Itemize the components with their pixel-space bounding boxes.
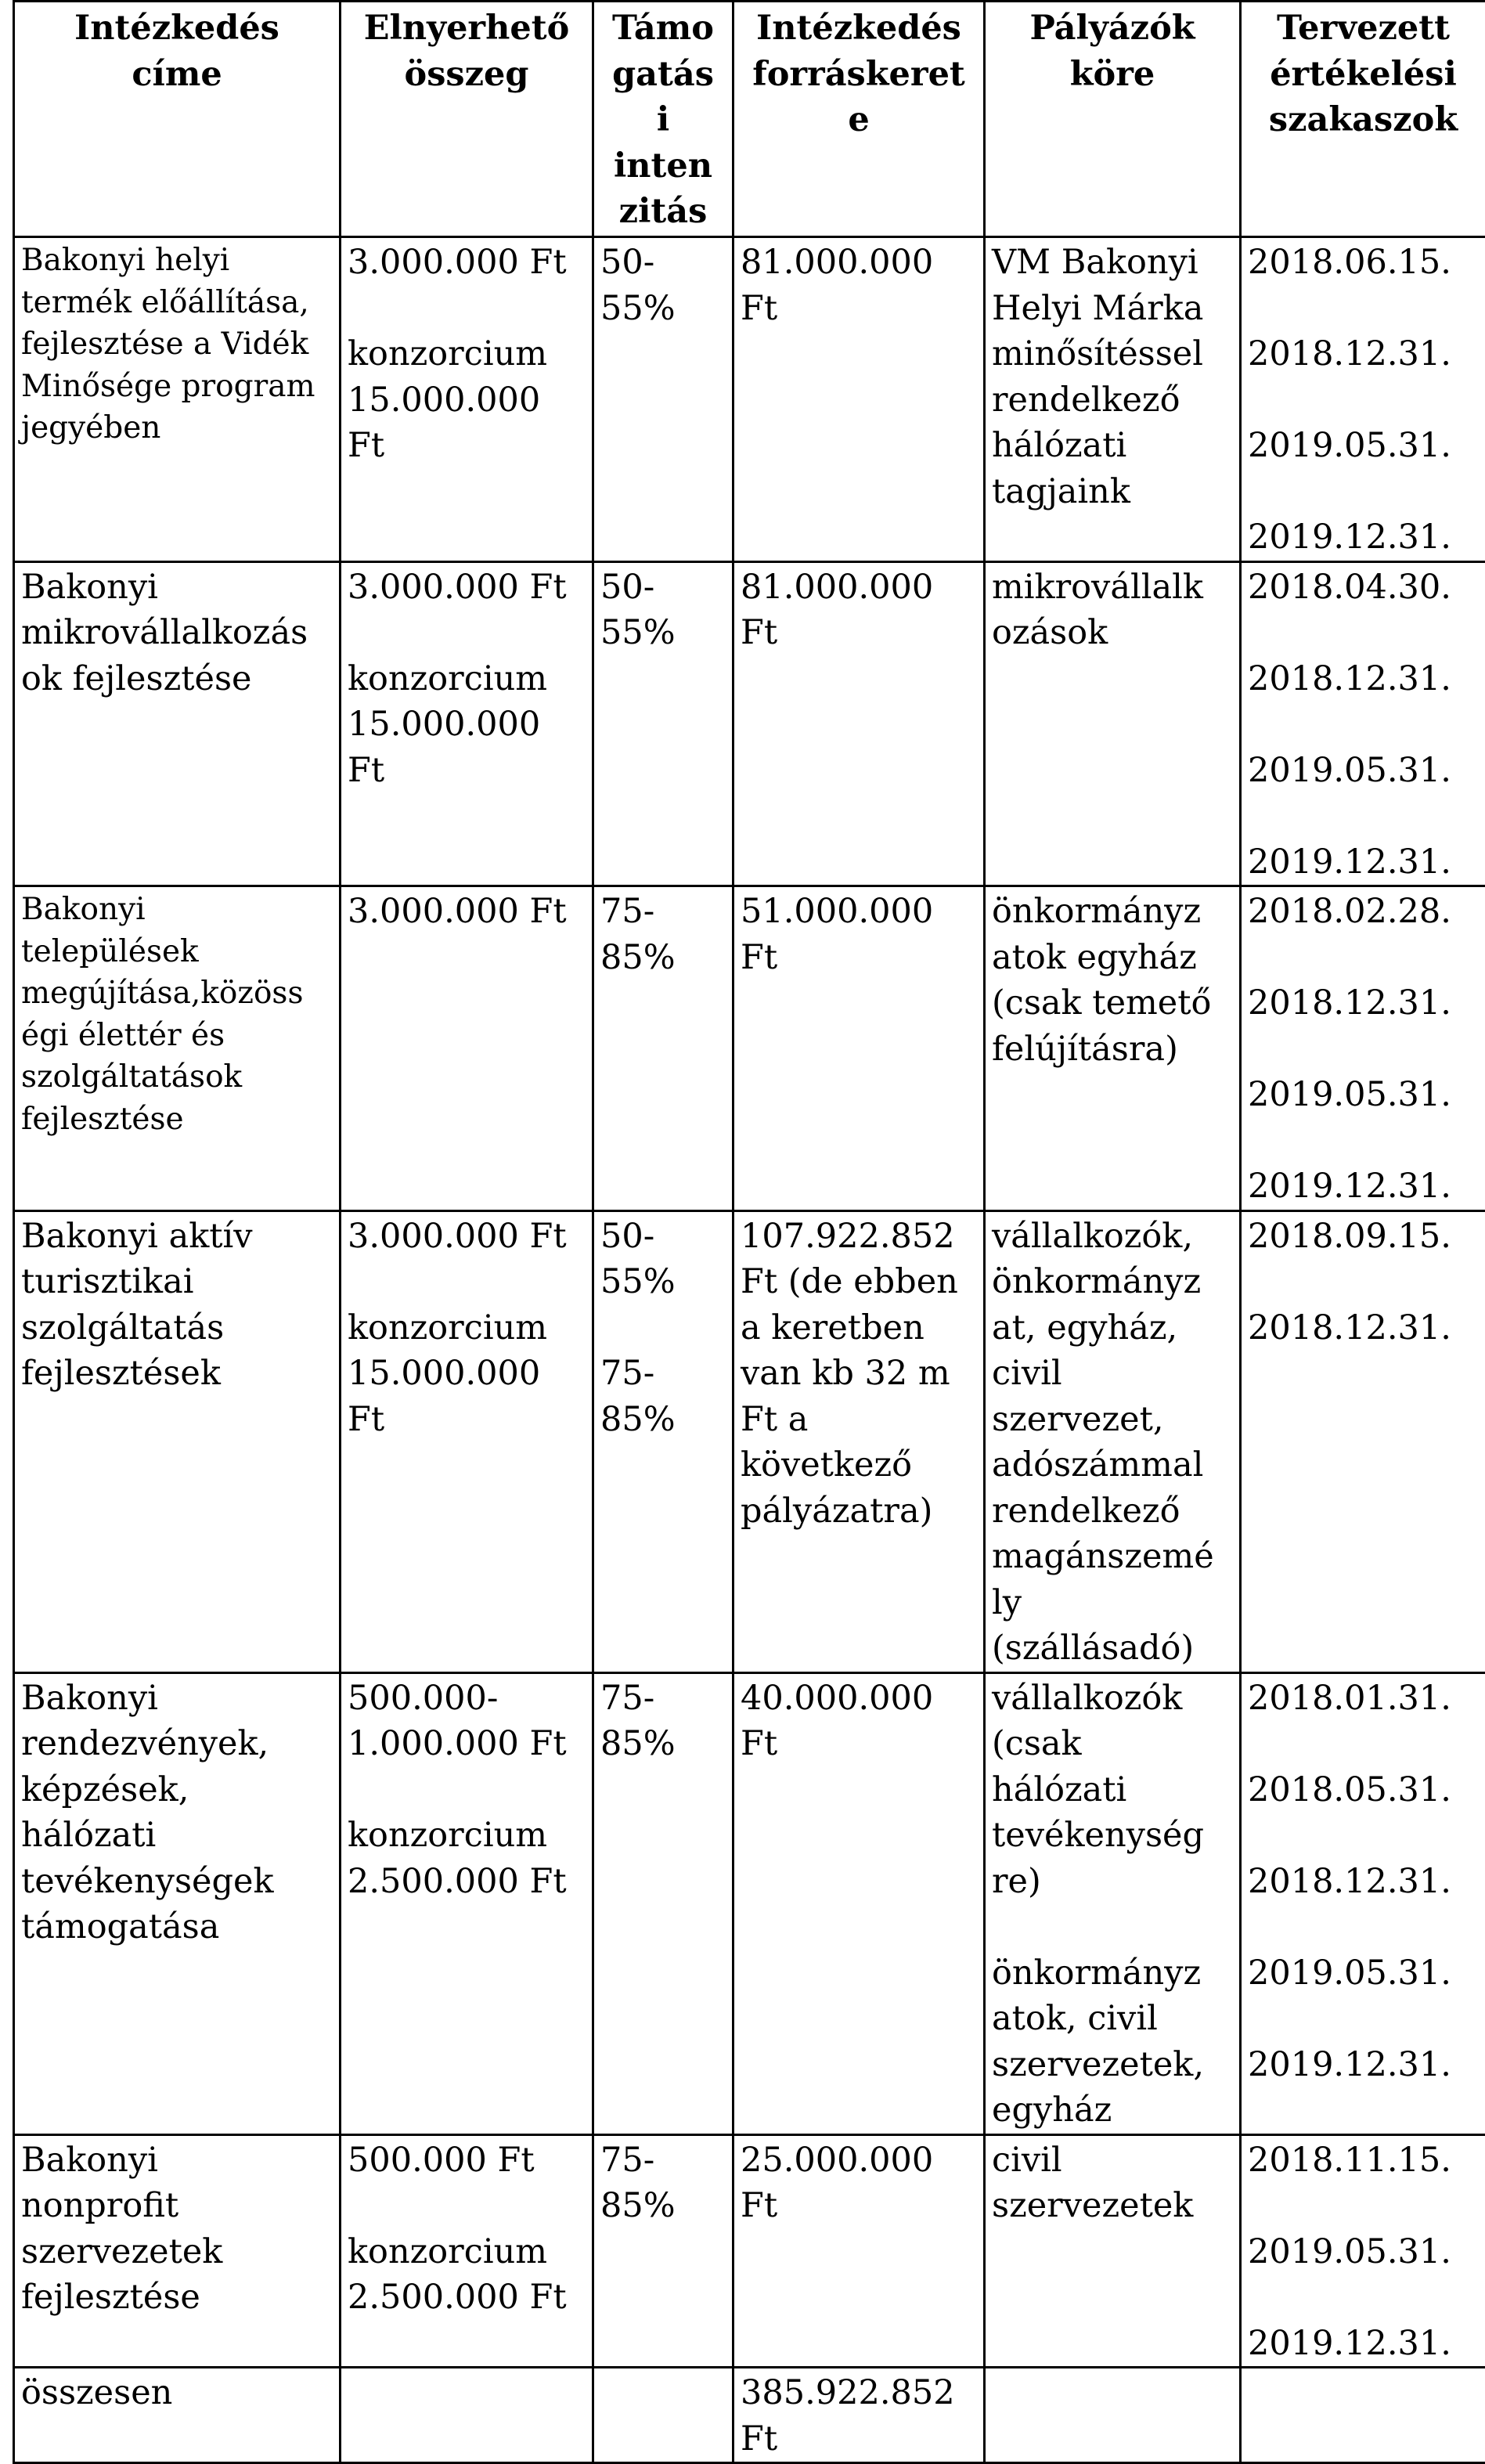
intensity-cell: 75- 85%	[593, 1672, 733, 2134]
measure-title: Bakonyi nonprofit szervezetek fejlesztése	[14, 2134, 341, 2368]
intensity-cell: 75- 85%	[593, 886, 733, 1211]
table-row	[14, 2134, 1485, 2368]
applicants-cell: vállalkozók (csak hálózati tevékenység re) önkormányz atok, civil szervezetek, egyház	[985, 1672, 1241, 2134]
dates-cell: 2018.06.15. 2018.12.31. 2019.05.31. 2019.12.31.	[1241, 237, 1485, 562]
measure-title: Bakonyi települések megújítása,közöss égi élettér és szolgáltatások fejlesztése	[14, 886, 341, 1211]
applicants-cell: civil szervezetek	[985, 2134, 1241, 2368]
table-row	[14, 1210, 1485, 1672]
total-label: összesen	[14, 2368, 341, 2463]
dates-cell: 2018.09.15. 2018.12.31.	[1241, 1210, 1485, 1672]
measures-table	[13, 0, 1485, 2464]
intensity-cell: 50- 55%	[593, 561, 733, 886]
header-budget: Intézkedés forráskeret e	[733, 2, 985, 237]
total-dates-empty	[1241, 2368, 1485, 2463]
intensity-cell: 50- 55%	[593, 237, 733, 562]
budget-cell: 107.922.852 Ft (de ebben a keretben van kb 32 m Ft a következő pályázatra)	[733, 1210, 985, 1672]
table-row	[14, 561, 1485, 886]
total-row	[14, 2368, 1485, 2463]
intensity-cell: 50- 55% 75- 85%	[593, 1210, 733, 1672]
total-intensity-empty	[593, 2368, 733, 2463]
measure-title: Bakonyi rendezvények, képzések, hálózati tevékenységek támogatása	[14, 1672, 341, 2134]
amount-cell: 500.000- 1.000.000 Ft konzorcium 2.500.000 Ft	[341, 1672, 593, 2134]
dates-cell: 2018.01.31. 2018.05.31. 2018.12.31. 2019.05.31. 2019.12.31.	[1241, 1672, 1485, 2134]
amount-cell: 3.000.000 Ft konzorcium 15.000.000 Ft	[341, 1210, 593, 1672]
budget-cell: 25.000.000 Ft	[733, 2134, 985, 2368]
table-row	[14, 237, 1485, 562]
total-applicants-empty	[985, 2368, 1241, 2463]
amount-cell: 3.000.000 Ft konzorcium 15.000.000 Ft	[341, 237, 593, 562]
budget-cell: 51.000.000 Ft	[733, 886, 985, 1211]
total-budget: 385.922.852 Ft	[733, 2368, 985, 2463]
budget-cell: 81.000.000 Ft	[733, 237, 985, 562]
applicants-cell: vállalkozók, önkormányz at, egyház, civil szervezet, adószámmal rendelkező magánszemé ly (szállásadó)	[985, 1210, 1241, 1672]
budget-cell: 40.000.000 Ft	[733, 1672, 985, 2134]
table-row	[14, 1672, 1485, 2134]
measure-title: Bakonyi aktív turisztikai szolgáltatás fejlesztések	[14, 1210, 341, 1672]
total-amount-empty	[341, 2368, 593, 2463]
intensity-cell: 75- 85%	[593, 2134, 733, 2368]
header-amount: Elnyerhető összeg	[341, 2, 593, 237]
header-applicants: Pályázók köre	[985, 2, 1241, 237]
amount-cell: 500.000 Ft konzorcium 2.500.000 Ft	[341, 2134, 593, 2368]
dates-cell: 2018.11.15. 2019.05.31. 2019.12.31.	[1241, 2134, 1485, 2368]
header-intensity: Támo gatás i inten zitás	[593, 2, 733, 237]
amount-cell: 3.000.000 Ft konzorcium 15.000.000 Ft	[341, 561, 593, 886]
header-deadlines: Tervezett értékelési szakaszok	[1241, 2, 1485, 237]
dates-cell: 2018.04.30. 2018.12.31. 2019.05.31. 2019.12.31.	[1241, 561, 1485, 886]
dates-cell: 2018.02.28. 2018.12.31. 2019.05.31. 2019.12.31.	[1241, 886, 1485, 1211]
applicants-cell: VM Bakonyi Helyi Márka minősítéssel rendelkező hálózati tagjaink	[985, 237, 1241, 562]
measure-title: Bakonyi helyi termék előállítása, fejlesztése a Vidék Minősége program jegyében	[14, 237, 341, 562]
applicants-cell: mikrovállalk ozások	[985, 561, 1241, 886]
measure-title: Bakonyi mikrovállalkozás ok fejlesztése	[14, 561, 341, 886]
budget-cell: 81.000.000 Ft	[733, 561, 985, 886]
amount-cell: 3.000.000 Ft	[341, 886, 593, 1211]
header-title: Intézkedés címe	[14, 2, 341, 237]
applicants-cell: önkormányz atok egyház (csak temető felújításra)	[985, 886, 1241, 1211]
table-row	[14, 886, 1485, 1211]
header-row	[14, 2, 1485, 237]
